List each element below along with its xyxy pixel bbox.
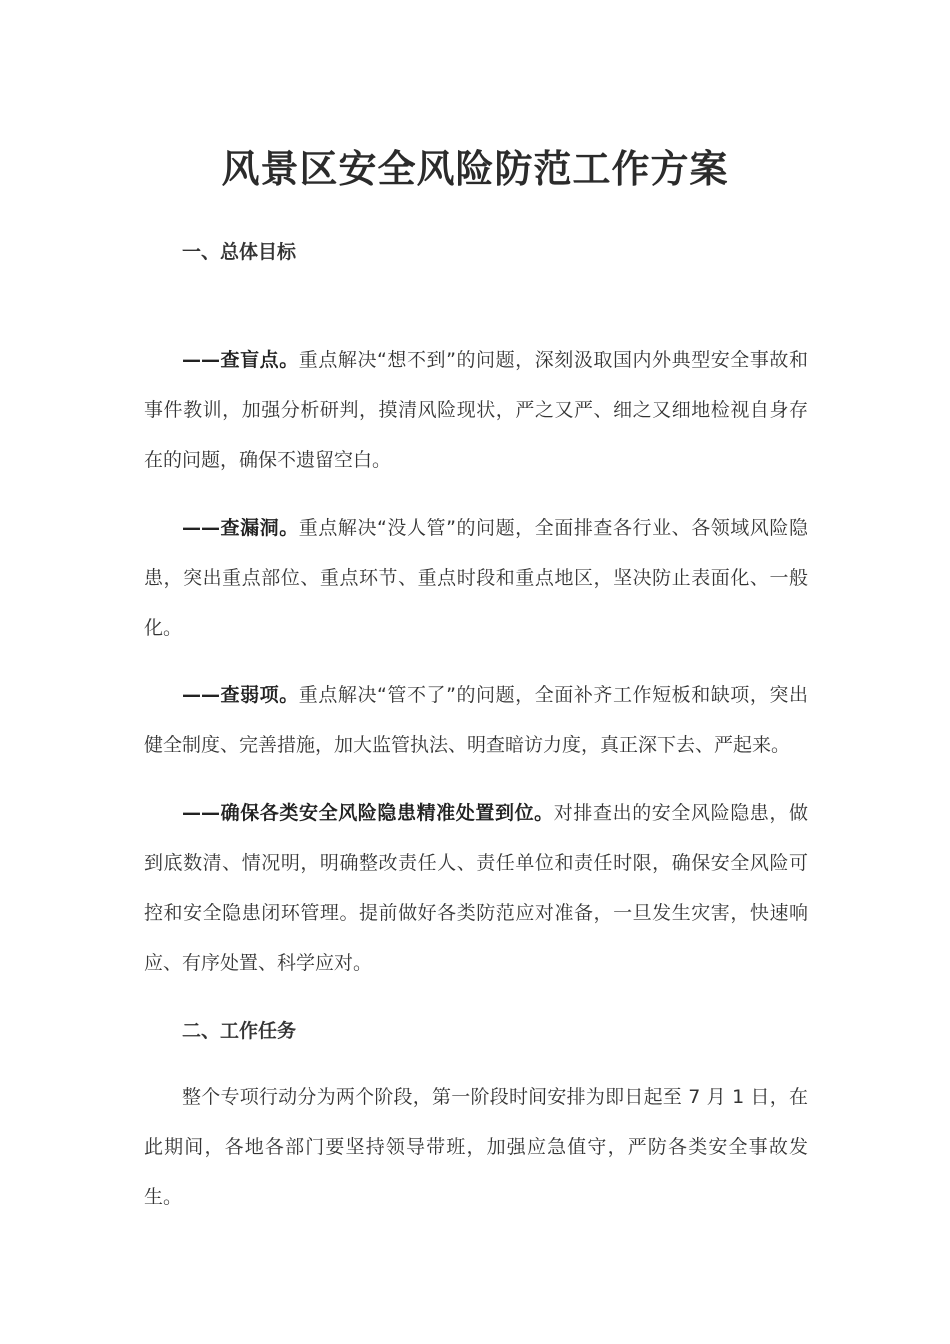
goal-item-blind-spots	[144, 335, 808, 485]
goal-item-body: 对排查出的安全风险隐患，做到底数清、情况明，明确整改责任人、责任单位和责任时限，确保安全风险可控和安全隐患闭环管理。提前做好各类防范应对准备，一旦发生灾害，快速响应、有序处置、科学应对。	[144, 802, 808, 974]
goal-item-lead: ——查弱项。	[182, 684, 299, 706]
goal-item-weaknesses	[144, 670, 808, 770]
goal-item-loopholes	[144, 503, 808, 653]
goal-item-body: 重点解决“没人管”的问题，全面排查各行业、各领域风险隐患，突出重点部位、重点环节、重点时段和重点地区，坚决防止表面化、一般化。	[144, 517, 808, 639]
goal-item-lead: ——查盲点。	[182, 349, 299, 371]
goal-item-lead: ——查漏洞。	[182, 517, 299, 539]
section-heading-overall-goals: 一、总体目标	[182, 241, 297, 263]
goal-item-lead: ——确保各类安全风险隐患精准处置到位。	[182, 802, 554, 824]
document-title: 风景区安全风险防范工作方案	[221, 147, 729, 191]
goal-item-disposal	[144, 788, 808, 988]
goal-item-body: 重点解决“管不了”的问题，全面补齐工作短板和缺项，突出健全制度、完善措施，加大监管执法、明查暗访力度，真正深下去、严起来。	[144, 684, 808, 756]
goal-item-body: 重点解决“想不到”的问题，深刻汲取国内外典型安全事故和事件教训，加强分析研判，摸清风险现状，严之又严、细之又细地检视自身存在的问题，确保不遗留空白。	[144, 349, 808, 471]
section-heading-work-tasks: 二、工作任务	[182, 1020, 297, 1042]
work-tasks-paragraph: 整个专项行动分为两个阶段，第一阶段时间安排为即日起至 7 月 1 日，在此期间，各地各部门要坚持领导带班，加强应急值守，严防各类安全事故发生。	[144, 1086, 808, 1208]
